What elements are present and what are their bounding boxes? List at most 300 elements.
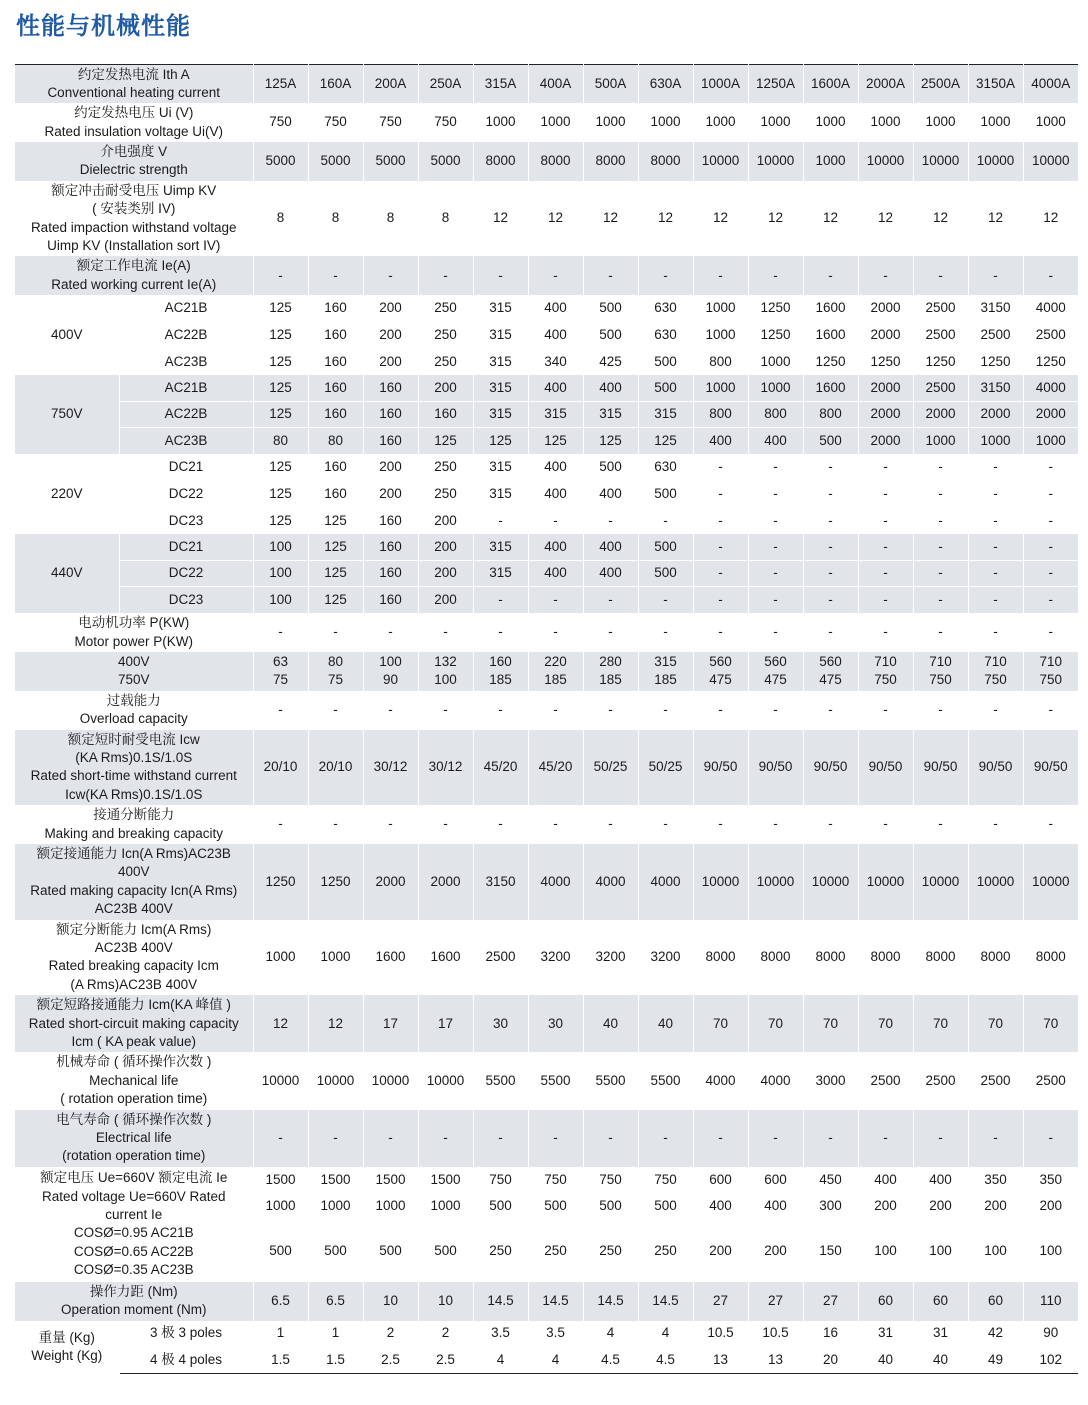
value-line: 63 [272,654,289,670]
value-cell: - [693,613,748,652]
value-cell: 1000 [913,428,968,455]
value-cell: 100 [1023,1220,1078,1282]
value-cell: - [418,691,473,730]
value-cell: - [748,507,803,534]
value-cell: 10000 [363,1052,418,1109]
value-cell: - [968,560,1023,587]
value-cell: 400 [528,375,583,402]
value-cell: 200 [693,1220,748,1282]
category-label: DC23 [119,587,253,614]
value-cell: 10000 [693,142,748,181]
value-cell: 8000 [528,142,583,181]
value-cell: 70 [858,995,913,1052]
value-cell: - [528,256,583,295]
value-cell: 125 [473,428,528,455]
value-cell: 1000 [968,428,1023,455]
value-cell: - [803,507,858,534]
value-cell: 1000 [473,103,528,142]
value-cell: 2000 [363,844,418,920]
page-title: 性能与机械性能 [16,12,191,40]
value-cell: 8 [253,181,308,257]
value-cell: 4 [528,1347,583,1374]
value-cell: - [803,256,858,295]
value-cell: 1000 [693,295,748,322]
value-cell: - [693,481,748,508]
operation-moment-row [15,1282,1078,1321]
value-cell: - [1023,256,1078,295]
value-cell: 10000 [693,844,748,920]
spec-row [15,691,1078,730]
value-cell: - [528,805,583,844]
value-cell: 800 [693,348,748,375]
label-line: 电动机功率 P(KW) [78,615,190,631]
value-cell: - [693,587,748,614]
value-cell: 10000 [968,142,1023,181]
value-cell: 200 [913,1193,968,1220]
label-line: Dielectric strength [79,162,188,178]
value-cell: 400 [693,428,748,455]
value-cell: 70 [803,995,858,1052]
value-line: 710 [1039,654,1063,670]
value-line: 315 [654,654,677,670]
value-cell: 250 [418,322,473,349]
value-cell: 160 [308,295,363,322]
value-cell: 1000A [693,65,748,104]
label-line: 额定短时耐受电流 Icw [67,731,200,747]
value-cell: - [693,691,748,730]
value-cell: - [528,1110,583,1167]
value-cell: - [858,613,913,652]
group-row [15,375,1078,402]
value-cell: 80 [308,428,363,455]
value-cell: 40 [638,995,693,1052]
value-line: 710 [874,654,897,670]
value-cell: - [1048,816,1053,832]
value-cell: 14.5 [528,1282,583,1321]
value-cell: 1600 [803,295,858,322]
value-cell: 500 [308,1220,363,1282]
value-cell: 200 [418,534,473,561]
weight-row [15,1321,1078,1348]
value-cell: 1000 [748,375,803,402]
value-cell: 150 [803,1220,858,1282]
value-cell: 42 [968,1321,1023,1348]
value-cell: 14.5 [583,1282,638,1321]
value-cell: 200 [418,587,473,614]
value-cell: 125 [253,322,308,349]
label-line: Mechanical life [89,1072,179,1088]
value-cell: 12 [308,995,363,1052]
value-cell: 400 [583,534,638,561]
label-line: Icw(KA Rms)0.1S/1.0S [65,786,203,802]
value-cell: 1000 [1023,428,1078,455]
value-cell: 2000 [858,401,913,428]
value-cell: 250A [418,65,473,104]
value-cell: 3200 [583,920,638,996]
value-cell: 3150 [968,375,1023,402]
value-cell: - [968,534,1023,561]
value-cell: 500 [638,481,693,508]
value-cell: 30/12 [363,730,418,806]
value-cell: 125 [638,428,693,455]
value-cell: 6.5 [308,1282,363,1321]
value-cell: 10000 [858,844,913,920]
value-cell: 250 [473,1220,528,1282]
value-cell: 630 [638,454,693,481]
value-cell: 1.5 [308,1347,363,1374]
value-cell: - [308,805,363,844]
value-cell: 200 [418,375,473,402]
value-cell: 500 [638,375,693,402]
value-cell: 200 [748,1220,803,1282]
label-line: Uimp KV (Installation sort IV) [47,238,221,254]
value-cell: 200 [858,1193,913,1220]
value-cell: 750 [528,1167,583,1194]
value-cell: 425 [583,348,638,375]
value-cell: 2 [418,1321,473,1348]
spec-row [15,103,1078,142]
value-cell: 1000 [693,375,748,402]
value-cell: 13 [693,1347,748,1374]
value-cell: 160 [308,375,363,402]
value-cell: 90/50 [748,730,803,806]
value-cell: 12 [913,181,968,257]
value-cell: 90/50 [913,730,968,806]
value-cell: - [858,256,913,295]
value-cell: 1600 [803,375,858,402]
value-cell: 750 [363,103,418,142]
motor-power-values-row [15,652,1078,691]
value-cell: 750 [308,103,363,142]
value-cell: 1250 [253,844,308,920]
value-cell: - [638,613,693,652]
value-cell: 1000 [748,348,803,375]
value-cell: 70 [1023,995,1078,1052]
value-cell: 8 [363,181,418,257]
value-cell: 400 [693,1193,748,1220]
value-cell: 125 [308,534,363,561]
value-cell: 125 [253,481,308,508]
value-cell: - [748,691,803,730]
label-line: 额定工作电流 Ie(A) [76,258,191,274]
spec-row [15,730,1078,806]
value-cell: - [1023,534,1078,561]
value-cell: 8000 [913,920,968,996]
value-cell: 1500 [253,1167,308,1194]
category-label: AC21B [119,375,253,402]
value-cell: 27 [748,1282,803,1321]
value-cell: 125 [253,507,308,534]
value-cell: 1000 [253,920,308,996]
value-line: 100 [434,672,457,688]
spec-row [15,256,1078,295]
value-cell: 500 [363,1220,418,1282]
value-cell: - [583,507,638,534]
value-cell: 90/50 [803,730,858,806]
value-cell: 160A [308,65,363,104]
value-cell: - [253,613,308,652]
value-cell: 160 [308,401,363,428]
label-line: 400V [117,654,150,670]
value-cell: 5500 [528,1052,583,1109]
value-cell: 8000 [638,142,693,181]
value-cell: 200 [363,348,418,375]
value-cell: 2000A [858,65,913,104]
value-cell [308,652,363,691]
value-cell: 100 [253,587,308,614]
value-cell: 1250A [748,65,803,104]
value-cell: - [418,256,473,295]
value-cell: 14.5 [473,1282,528,1321]
value-cell: 500 [803,428,858,455]
value-cell: - [363,256,418,295]
value-cell: 400 [583,375,638,402]
value-cell: 200 [1023,1193,1078,1220]
value-cell [968,652,1023,691]
value-cell: 8000 [748,920,803,996]
value-cell: - [418,805,473,844]
rated-current-row [15,1167,1078,1194]
value-cell: 300 [803,1193,858,1220]
voltage-label: 400V [15,295,119,375]
value-cell: 10000 [1023,844,1078,920]
label-line: 额定接通能力 Icn(A Rms)AC23B [36,846,231,862]
label-line: Conventional heating current [47,85,221,101]
value-cell: 1000 [528,103,583,142]
value-cell: - [1023,1110,1078,1167]
value-cell: 4.5 [583,1347,638,1374]
row-label [15,805,253,844]
value-cell: 40 [583,995,638,1052]
label-line: Rated breaking capacity Icm [48,958,219,974]
value-line: 750 [874,672,897,688]
category-label: AC21B [119,295,253,322]
value-cell: 200 [363,295,418,322]
value-cell: 80 [253,428,308,455]
value-cell: - [253,1110,308,1167]
value-cell: 2000 [418,844,473,920]
value-cell: - [363,613,418,652]
value-cell: - [363,1110,418,1167]
value-cell: 350 [1039,1171,1063,1187]
value-cell: 125 [528,428,583,455]
value-cell: - [858,691,913,730]
value-cell: 160 [308,322,363,349]
value-cell: 12 [1043,210,1059,226]
value-cell: 1600 [803,322,858,349]
value-cell: 10000 [858,142,913,181]
value-cell: 27 [803,1282,858,1321]
label-line: Rated short-time withstand current [30,768,237,784]
value-cell: 1000 [858,103,913,142]
value-cell: - [583,805,638,844]
poles-label: 4 极 4 poles [119,1347,253,1374]
performance-table [15,64,1078,1374]
value-cell: 4000 [1023,375,1078,402]
value-cell: 5500 [473,1052,528,1109]
label-line: ( rotation operation time) [60,1091,208,1107]
value-cell: - [638,587,693,614]
value-cell: - [473,587,528,614]
value-cell: - [748,587,803,614]
row-label [15,652,253,691]
value-cell: 315 [473,560,528,587]
value-cell: - [858,534,913,561]
label-line: Overload capacity [79,711,188,727]
label-line: current Ie [105,1206,163,1222]
value-cell: - [308,256,363,295]
row-label [15,103,253,142]
value-cell: 125 [253,295,308,322]
header-label [15,65,253,104]
value-cell: 350 [968,1167,1023,1194]
value-cell: 800 [693,401,748,428]
value-cell [913,652,968,691]
value-cell: 125A [253,65,308,104]
value-cell: 450 [803,1167,858,1194]
value-cell: 125 [583,428,638,455]
value-cell: 1 [308,1321,363,1348]
value-cell: 4000 [528,844,583,920]
value-cell: 400 [748,1193,803,1220]
value-cell: 630A [638,65,693,104]
value-cell [473,652,528,691]
value-cell: 500 [583,454,638,481]
value-line: 475 [819,672,842,688]
spec-row [15,142,1078,181]
spec-row [15,844,1078,920]
value-cell: 1500 [418,1167,473,1194]
value-cell: - [638,507,693,534]
value-cell: - [858,507,913,534]
value-line: 185 [599,672,622,688]
value-cell: 12 [858,181,913,257]
value-cell: - [968,587,1023,614]
spec-row [15,920,1078,996]
value-cell: - [913,613,968,652]
value-cell: 4000 [1035,300,1066,316]
value-cell: 750 [418,103,473,142]
value-line: 90 [382,672,399,688]
value-cell: 17 [363,995,418,1052]
label-line: Electrical life [95,1130,172,1146]
label-line: ( 安装类别 IV) [92,201,176,217]
value-cell: 1250 [308,844,363,920]
spec-row [15,805,1078,844]
value-cell: 2000 [968,401,1023,428]
value-cell: 2.5 [418,1347,473,1374]
value-cell: - [803,560,858,587]
value-cell: 10 [418,1282,473,1321]
label-line: COSØ=0.65 AC22B [73,1243,194,1259]
label-line: Rated voltage Ue=660V Rated [41,1188,226,1204]
value-cell: 500 [418,1220,473,1282]
value-cell: 70 [693,995,748,1052]
value-cell: 8000 [858,920,913,996]
group-row [15,401,1078,428]
category-label: DC22 [119,560,253,587]
value-cell: - [968,613,1023,652]
value-line: 280 [599,654,622,670]
row-label [15,256,253,295]
value-cell: - [913,534,968,561]
value-cell: 200 [418,507,473,534]
category-label: AC22B [119,401,253,428]
value-line: 132 [434,654,457,670]
value-cell: 4.5 [638,1347,693,1374]
row-label [15,181,253,257]
value-cell: - [803,534,858,561]
value-line: 75 [272,672,289,688]
value-cell: 125 [253,375,308,402]
label-line: Rated insulation voltage Ui(V) [44,123,224,139]
value-cell: - [253,256,308,295]
value-cell: 1.5 [253,1347,308,1374]
value-cell: - [858,805,913,844]
value-cell: 600 [748,1167,803,1194]
value-cell: - [748,256,803,295]
value-cell: - [968,481,1023,508]
row-label [15,995,253,1052]
value-cell: - [308,613,363,652]
value-cell: - [858,1110,913,1167]
group-row [15,348,1078,375]
value-cell: 2000 [1023,401,1078,428]
value-cell: - [913,454,968,481]
value-line: 750 [1039,672,1063,688]
label-line: 重量 (Kg) [38,1329,95,1345]
value-cell: 10 [363,1282,418,1321]
label-line: 介电强度 V [100,144,168,160]
value-cell: 8000 [693,920,748,996]
value-cell: 315 [473,322,528,349]
value-cell: 200A [363,65,418,104]
value-cell: 1000 [693,322,748,349]
voltage-label: 750V [15,375,119,455]
value-cell: 400 [528,322,583,349]
value-cell: 125 [418,428,473,455]
value-cell: 125 [308,507,363,534]
value-cell: 60 [858,1282,913,1321]
label-line: 接通分断能力 [93,807,175,823]
value-cell: 1000 [748,103,803,142]
value-cell: 1600 [418,920,473,996]
value-cell: 750 [473,1167,528,1194]
label-line: (rotation operation time) [62,1148,206,1164]
spec-row [15,181,1078,257]
value-cell: 1600A [803,65,858,104]
value-cell: 3.5 [473,1321,528,1348]
value-cell: 315 [638,401,693,428]
value-line: 750 [984,672,1007,688]
value-cell: 400 [528,560,583,587]
value-cell: - [693,560,748,587]
value-cell: 160 [308,481,363,508]
value-cell: 10.5 [693,1321,748,1348]
value-cell: 70 [913,995,968,1052]
value-cell: 5000 [308,142,363,181]
value-cell: - [693,507,748,534]
value-cell: 4 [583,1321,638,1348]
value-cell: 500 [638,348,693,375]
value-cell: 250 [638,1220,693,1282]
value-cell: 2500 [913,375,968,402]
value-cell: 160 [363,507,418,534]
group-row [15,295,1078,322]
weight-label [15,1321,119,1374]
value-cell: - [638,805,693,844]
value-cell: 160 [363,428,418,455]
